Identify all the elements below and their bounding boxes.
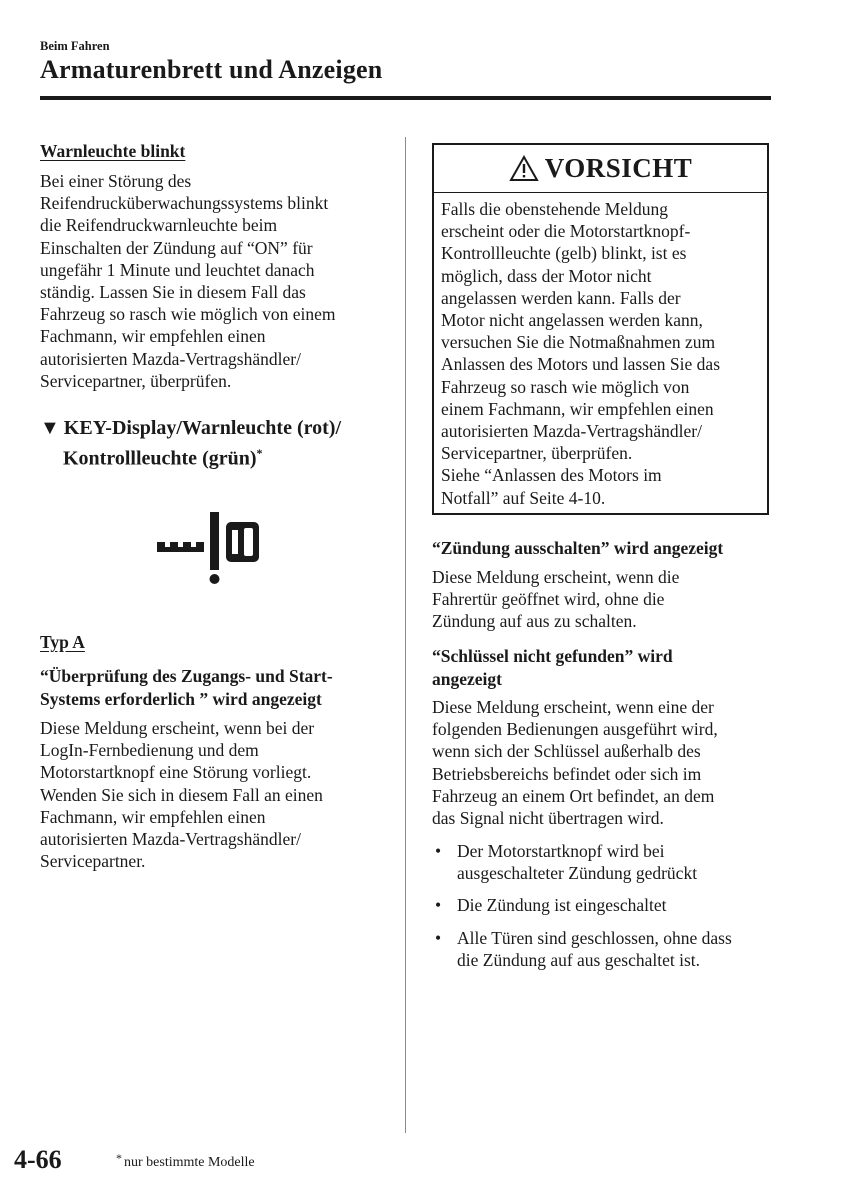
item-heading	[40, 416, 400, 472]
text-line: ungefähr 1 Minute und leuchtet danach	[40, 259, 315, 280]
text-line: Reifendrucküberwachungssystems blinkt	[40, 193, 329, 214]
text-line: Systems erforderlich ” wird angezeigt	[40, 688, 322, 709]
triangle-marker-icon: ▼	[40, 417, 60, 439]
footnote-star: *	[256, 446, 263, 460]
text-line: ausgeschalteter Zündung gedrückt	[457, 863, 698, 884]
text-line: autorisierten Mazda-Vertragshändler/	[40, 348, 301, 369]
key-missing-paragraph	[432, 696, 777, 829]
key-warning-icon	[155, 508, 265, 588]
bullet-list	[432, 840, 777, 971]
footnote-text: nur bestimmte Modelle	[124, 1155, 255, 1170]
text-line: möglich, dass der Motor nicht	[441, 265, 652, 286]
text-line: Servicepartner, überprüfen.	[40, 370, 232, 391]
page-number: 4-66	[14, 1145, 62, 1174]
text-line: angezeigt	[432, 668, 502, 689]
text-line: “Überprüfung des Zugangs- und Start-	[40, 666, 333, 686]
text-line: Servicepartner, überprüfen.	[441, 443, 633, 464]
text-line: Diese Meldung erscheint, wenn die	[432, 567, 680, 587]
text-line: Bei einer Störung des	[40, 171, 192, 191]
caution-header	[434, 145, 767, 193]
text-line: Der Motorstartknopf wird bei	[457, 841, 665, 861]
text-line: Fahrzeug so rasch wie möglich von	[441, 376, 690, 397]
item-heading-line: Kontrollleuchte (grün)*	[63, 446, 263, 470]
text-line: LogIn-Fernbedienung und dem	[40, 740, 259, 761]
text-line: Fahrertür geöffnet wird, ohne die	[432, 589, 665, 610]
text-line: Alle Türen sind geschlossen, ohne dass	[457, 927, 732, 948]
typ-heading: Typ A	[40, 632, 85, 652]
text-line: Betriebsbereichs befindet oder sich im	[432, 763, 702, 784]
header-rule	[40, 96, 771, 100]
text-line: Falls die obenstehende Meldung	[441, 199, 668, 219]
text-line: Wenden Sie sich in diesem Fall an einen	[40, 784, 323, 805]
warn-paragraph	[40, 170, 400, 392]
caution-box	[432, 143, 769, 515]
text-line: Notfall” auf Seite 4-10.	[441, 487, 606, 508]
text-line: Anlassen des Motors und lassen Sie das	[441, 354, 721, 375]
key-missing-heading	[432, 645, 777, 690]
text-line: autorisierten Mazda-Vertragshändler/	[40, 829, 301, 850]
text-line: erscheint oder die Motorstartknopf-	[441, 221, 691, 242]
text-line: Servicepartner.	[40, 851, 146, 872]
text-line: Fahrzeug an einem Ort befindet, an dem	[432, 785, 715, 806]
text-line: Zündung auf aus zu schalten.	[432, 611, 637, 632]
text-line: Fachmann, wir empfehlen einen	[40, 806, 266, 827]
text-line: Fahrzeug so rasch wie möglich von einem	[40, 304, 336, 325]
text-line: Motor nicht angelassen werden kann,	[441, 310, 703, 331]
caution-text	[441, 198, 766, 509]
warning-triangle-icon	[509, 155, 539, 182]
text-line: versuchen Sie die Notmaßnahmen zum	[441, 332, 716, 353]
text-line: angelassen werden kann. Falls der	[441, 287, 681, 308]
text-line: “Schlüssel nicht gefunden” wird	[432, 646, 673, 666]
list-item	[432, 894, 777, 916]
bullet-icon: •	[435, 927, 442, 948]
text-line: die Reifendruckwarnleuchte beim	[40, 215, 278, 236]
text-line: Diese Meldung erscheint, wenn eine der	[432, 697, 714, 717]
section-label: Beim Fahren	[40, 39, 110, 53]
text-line: die Zündung auf aus geschaltet ist.	[457, 949, 700, 970]
text-line: autorisierten Mazda-Vertragshändler/	[441, 421, 702, 442]
ignition-heading: “Zündung ausschalten” wird angezeigt	[432, 538, 724, 558]
text-line: Kontrollleuchte (gelb) blinkt, ist es	[441, 243, 687, 264]
text-line: Einschalten der Zündung auf “ON” für	[40, 237, 313, 258]
message-heading	[40, 665, 400, 710]
ignition-paragraph	[432, 566, 777, 633]
text-line: Motorstartknopf eine Störung vorliegt.	[40, 762, 312, 783]
bullet-icon: •	[435, 895, 442, 916]
text-line: einem Fachmann, wir empfehlen einen	[441, 398, 714, 419]
caution-label: VORSICHT	[544, 153, 693, 183]
text-line: Siehe “Anlassen des Motors im	[441, 465, 662, 486]
chapter-title: Armaturenbrett und Anzeigen	[40, 55, 383, 84]
warn-heading: Warnleuchte blinkt	[40, 141, 186, 161]
text-line: Die Zündung ist eingeschaltet	[457, 895, 667, 916]
item-heading-line: ▼ KEY-Display/Warnleuchte (rot)/	[40, 417, 342, 439]
list-item	[432, 927, 777, 971]
message-paragraph	[40, 717, 400, 872]
footnote-star: *	[116, 1151, 122, 1165]
text-line: ständig. Lassen Sie in diesem Fall das	[40, 282, 306, 303]
bullet-icon: •	[435, 841, 442, 861]
text-line: wenn sich der Schlüssel außerhalb des	[432, 741, 701, 762]
footnote	[116, 1151, 255, 1171]
text-line: das Signal nicht übertragen wird.	[432, 808, 664, 829]
text-line: Fachmann, wir empfehlen einen	[40, 326, 266, 347]
column-divider	[405, 137, 406, 1133]
text-line: folgenden Bedienungen ausgeführt wird,	[432, 719, 718, 740]
text-line: Diese Meldung erscheint, wenn bei der	[40, 718, 315, 738]
list-item	[432, 840, 777, 884]
